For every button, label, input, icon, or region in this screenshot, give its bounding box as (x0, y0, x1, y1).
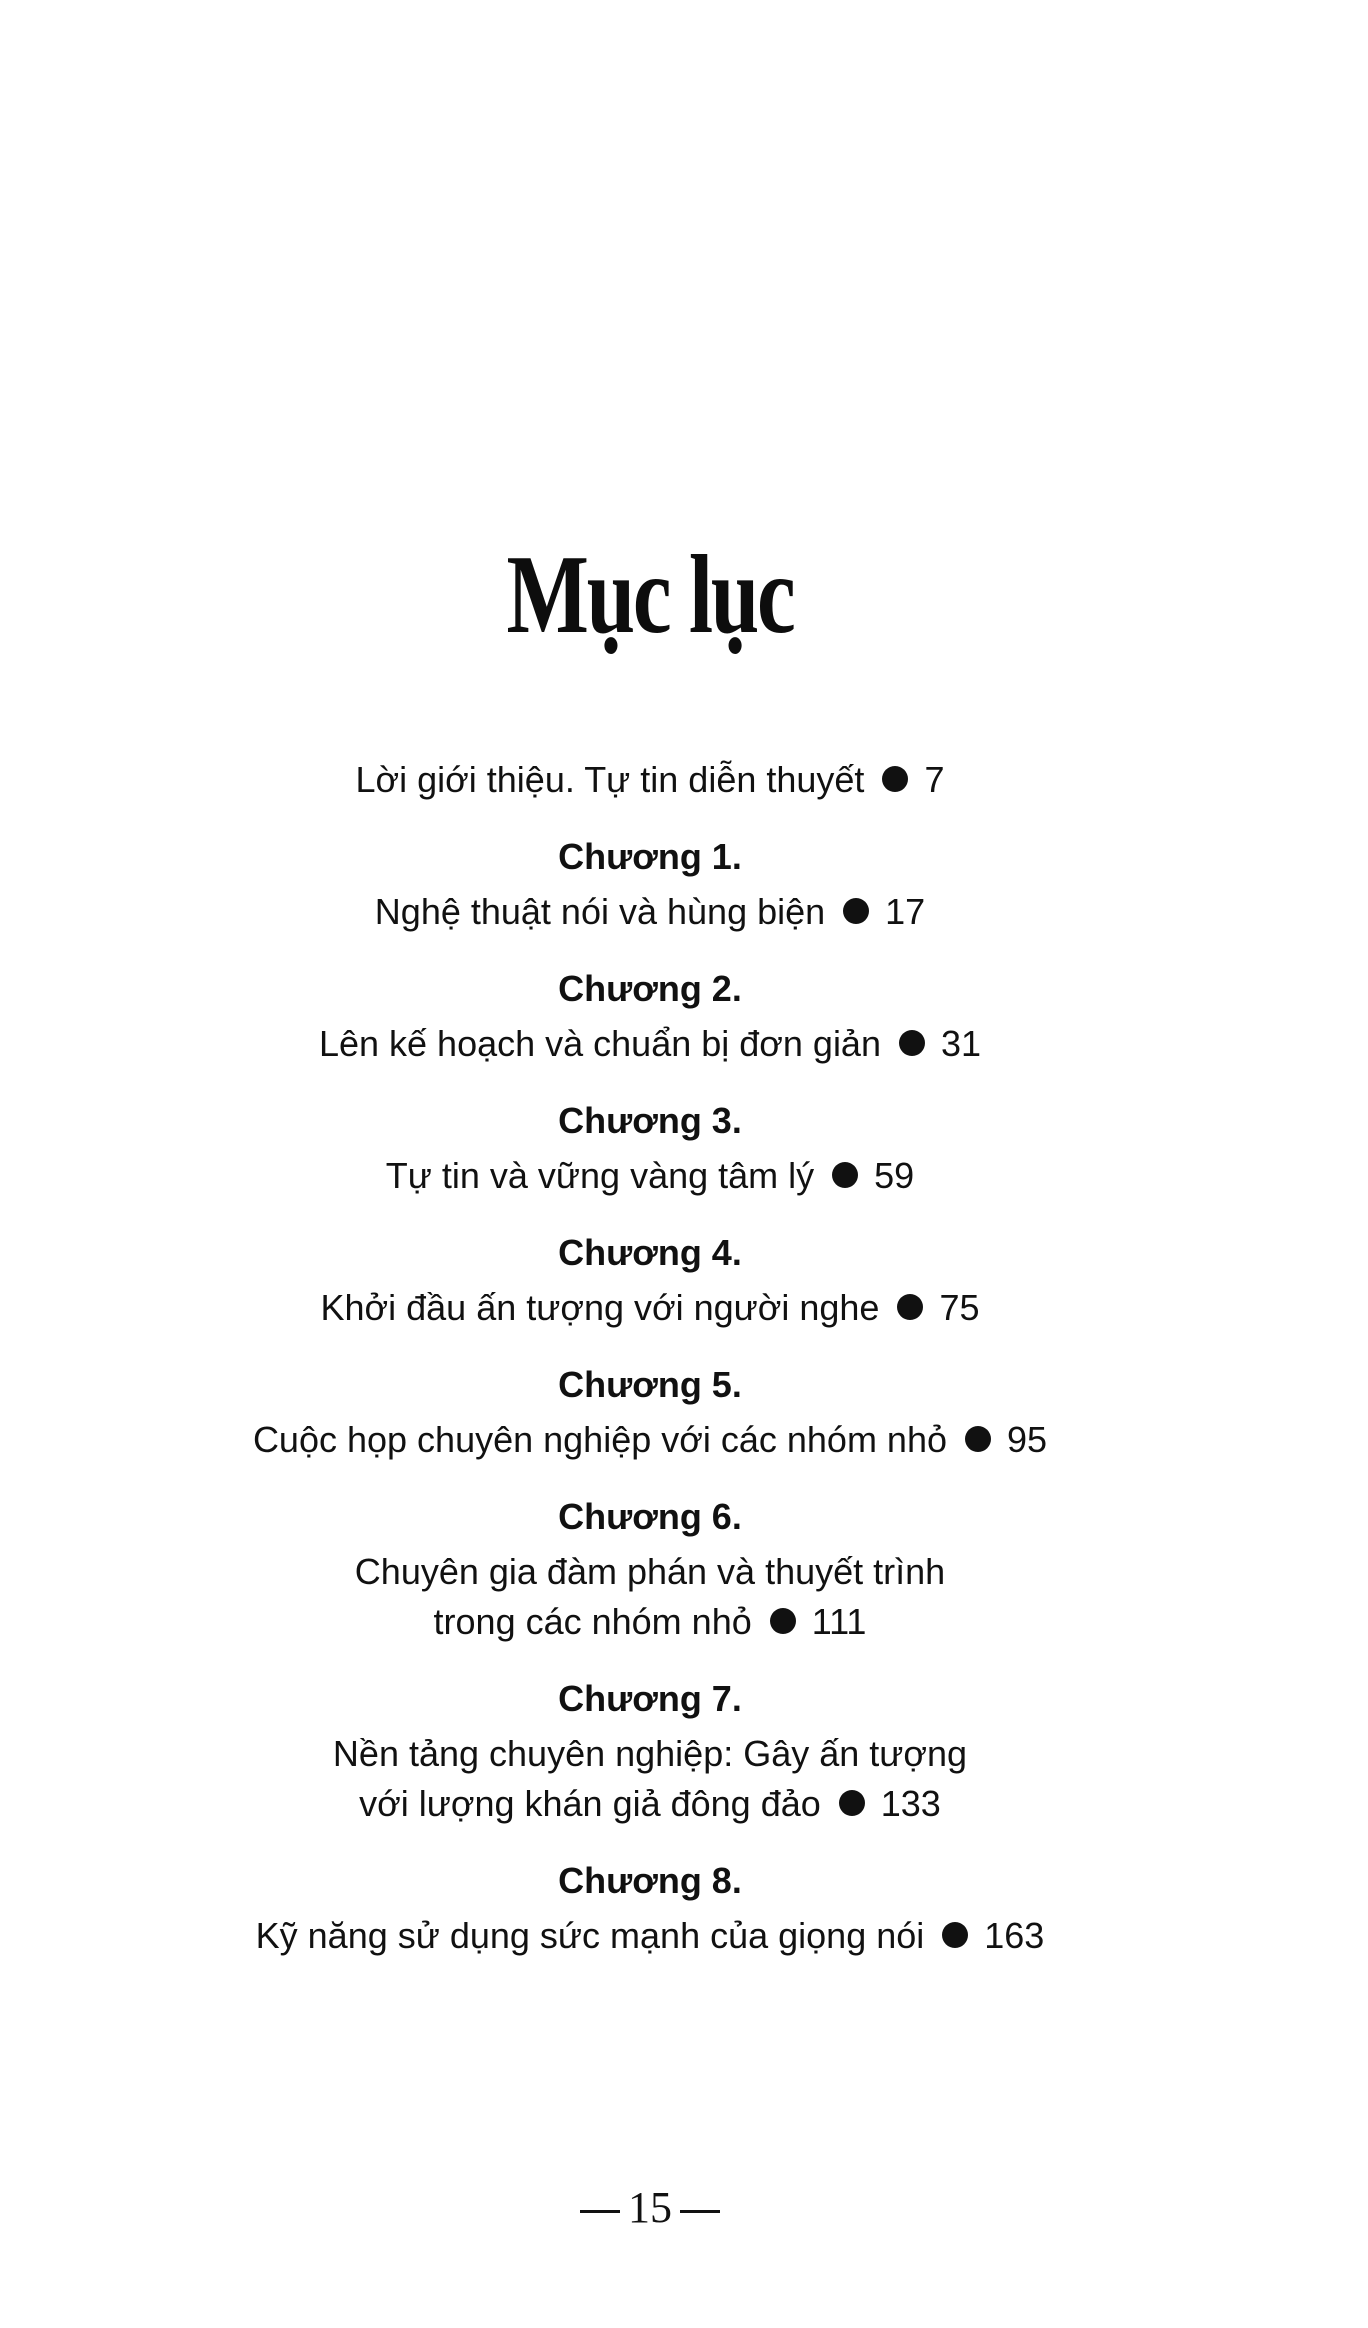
bullet-icon (882, 766, 908, 792)
toc-entry-chapter-5 (0, 1363, 1300, 1465)
chapter-label: Chương 7. (558, 1678, 742, 1719)
toc-entry-intro (0, 755, 1300, 805)
toc-entry-chapter-3 (0, 1099, 1300, 1201)
toc-entry-line (0, 1415, 1300, 1465)
toc-page-number: 133 (880, 1783, 941, 1824)
toc-entry-title: Cuộc họp chuyên nghiệp với các nhóm nhỏ (252, 1419, 947, 1460)
toc-entry-chapter-6 (0, 1495, 1300, 1647)
toc-page-number: 17 (885, 891, 926, 932)
toc-entry-line (0, 1911, 1300, 1961)
toc-entry-line (0, 1283, 1300, 1333)
bullet-icon (770, 1608, 796, 1634)
folio-number: 15 (628, 2183, 672, 2232)
toc-entry-title: Tự tin và vững vàng tâm lý (385, 1155, 815, 1196)
page-number-footer (0, 2180, 1300, 2236)
toc-entry-line (0, 1597, 1300, 1647)
bullet-icon (839, 1790, 865, 1816)
toc-entry-line: Nền tảng chuyên nghiệp: Gây ấn tượng (332, 1733, 968, 1774)
toc-entry-chapter-8 (0, 1859, 1300, 1961)
toc-entry-line (0, 1151, 1300, 1201)
bullet-icon (899, 1030, 925, 1056)
toc-page-number: 163 (984, 1915, 1045, 1956)
chapter-label: Chương 8. (558, 1860, 742, 1901)
chapter-label: Chương 2. (558, 968, 742, 1009)
bullet-icon (843, 898, 869, 924)
bullet-icon (897, 1294, 923, 1320)
toc-page-number: 31 (940, 1023, 982, 1064)
chapter-label: Chương 4. (558, 1232, 742, 1273)
toc-entry-title: trong các nhóm nhỏ (433, 1601, 752, 1642)
toc-entry-title: Kỹ năng sử dụng sức mạnh của giọng nói (255, 1915, 925, 1956)
toc-entry-chapter-1 (0, 835, 1300, 937)
toc-entry-line (0, 1779, 1300, 1829)
toc-entry-title: Lời giới thiệu. Tự tin diễn thuyết (355, 759, 865, 800)
toc-entry-chapter-2 (0, 967, 1300, 1069)
bullet-icon (942, 1922, 968, 1948)
bullet-icon (965, 1426, 991, 1452)
toc-entry-chapter-4 (0, 1231, 1300, 1333)
toc-entry-title: Nghệ thuật nói và hùng biện (374, 891, 826, 932)
em-dash-icon (580, 2210, 620, 2213)
toc-entry-title: với lượng khán giả đông đảo (359, 1783, 821, 1824)
chapter-label: Chương 1. (558, 836, 742, 877)
toc-entry-line (0, 887, 1300, 937)
table-of-contents (0, 755, 1300, 1991)
em-dash-icon (680, 2210, 720, 2213)
toc-entry-title: Lên kế hoạch và chuẩn bị đơn giản (318, 1023, 881, 1064)
chapter-label: Chương 6. (558, 1496, 742, 1537)
toc-page-number: 111 (811, 1601, 867, 1642)
toc-entry-chapter-7 (0, 1677, 1300, 1829)
toc-page-number: 75 (939, 1287, 980, 1328)
bullet-icon (832, 1162, 858, 1188)
toc-entry-line (0, 1019, 1300, 1069)
chapter-label: Chương 3. (558, 1100, 742, 1141)
toc-entry-line: Chuyên gia đàm phán và thuyết trình (354, 1551, 946, 1592)
toc-entry-line (0, 755, 1300, 805)
chapter-label: Chương 5. (558, 1364, 742, 1405)
page-title: Mục lục (506, 533, 794, 658)
toc-page-number: 59 (874, 1155, 915, 1196)
toc-page-number: 95 (1007, 1419, 1048, 1460)
toc-entry-title: Khởi đầu ấn tượng với người nghe (320, 1287, 880, 1328)
toc-page-number: 7 (924, 759, 945, 800)
